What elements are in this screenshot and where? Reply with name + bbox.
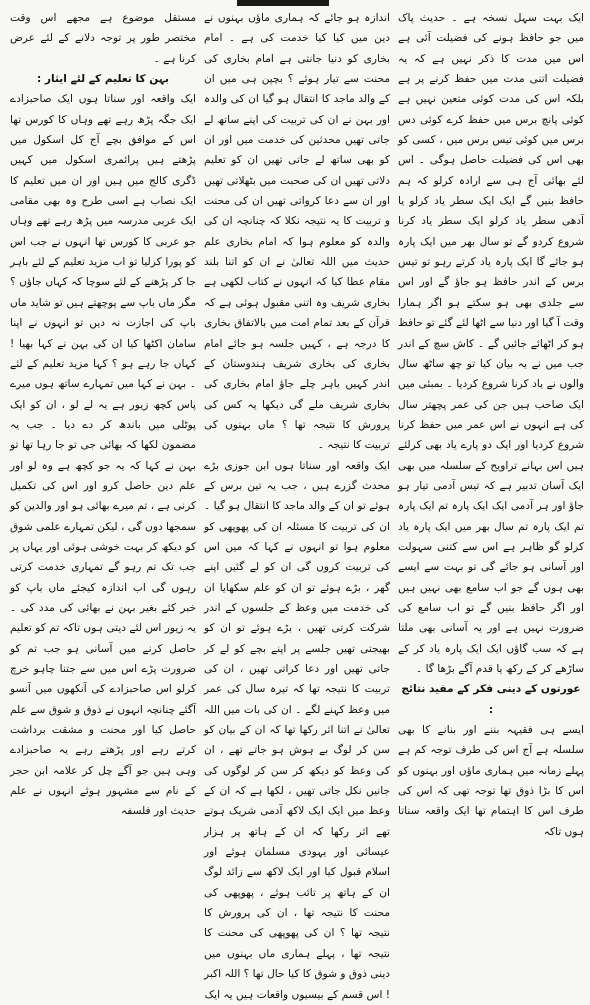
column-middle-paragraph-1: اندازہ ہو جائے کہ ہماری ماؤں بہنوں نے دین میں کیا کیا خدمت کی ہے ۔ امام بخاری کو دنیا جانتی ہے امام بخاری کی محنت سے تیار ہوئے ؟ بچپن ہی میں ان کے والد ماجد کا انتقال ہو گیا ان کی والدہ اور بہن نے ان کی تربیت کی اپنے ساتھ لے جاتی تھیں محدثین کی خدمت میں اور ان کو بھی ساتھ لے جاتی تھیں ان کو تعلیم دلاتی تھیں ان کی صحبت میں بٹھلاتی تھیں اور ان سے دعا کرواتی تھیں ان کی محنت و تربیت کا یہ نتیجہ نکلا کہ چنانچہ ان کی والدہ کو معلوم ہوا کہ امام بخاری علم حدیث میں اللہ تعالیٰ نے ان کو اتنا بلند مقام عطا کیا کہ انہوں نے کتاب لکھی ہے بخاری شریف وہ اتنی مقبول ہوئی ہے کہ قرآن کے بعد تمام امت میں بالاتفاق بخاری کا درجہ ہے ، کہیں جلسہ ہو جائے امام بخاری کی بخاری شریف ہندوستان کے اندر کہیں باہر چلے جاؤ امام بخاری کی بخاری شریف ملے گی دیکھا یہ کس کی پرورش کا نتیجہ تھا ؟ ماں بہنوں کی تربیت کا نتیجہ ۔ xyxy=(204,12,390,452)
column-left-paragraph-1: مستقل موضوع ہے مجھے اس وقت مختصر طور پر توجہ دلانے کے لئے عرض کرنا ہے ۔ xyxy=(10,12,196,65)
section-heading-women-religious-concern: عورتوں کے دینی فکر کے مفید نتائج : xyxy=(401,683,581,716)
column-right-paragraph-2: ایسے ہی فقیہہ بننے اور بنانے کا بھی سلسلہ ہے آج اس کی طرف توجہ کم ہے پہلے زمانہ میں ہماری ماؤں اور بہنوں کو اس کا بڑا ذوق تھا توجہ تھی کہ اس کی طرف اس کا اہتمام تھا ایک واقعہ سناتا ہوں تاکہ xyxy=(398,724,584,838)
column-left xyxy=(10,8,196,818)
column-middle-paragraph-2: ایک واقعہ اور سناتا ہوں ابن جوزی بڑے محدث گزرے ہیں ، جب یہ تین برس کے ہوئے تو ان کے والد ماجد کا انتقال ہو گیا ۔ ان کی تربیت کا مسئلہ ان کی پھوپھی کو معلوم ہوا تو انہوں نے کہا کہ میں اس کی تربیت کروں گی ان کو لے گئیں اپنے گھر ، بڑے ہوئے تو ان کو علم سکھایا ان کی خدمت میں وعظ کے جلسوں کے اندر شرکت کرتی تھیں ، بڑے ہوئے تو ان کو بھیجتی تھیں جلسے پر اپنے بچے کو لے کر جاتی تھیں اور دعا کراتی تھیں ، ان کی تربیت کا نتیجہ تھا کہ تیرہ سال کی عمر میں وعظ کہنے لگے ۔ ان کی بات میں اللہ تعالیٰ نے اتنا اثر رکھا تھا کہ ان کے بیان کو سن کر لوگ بے ہوش ہو جاتے تھے ، ان کی وعظ کو دیکھ کر سن کر لوگوں کی جانیں نکل جاتی تھیں ، لکھا ہے کہ ان کے وعظ میں ایک ایک لاکھ آدمی شریک ہوتے تھے اثر رکھا کہ ان کے ہاتھ پر ہزار عیسائی اور یہودی مسلمان ہوئے اور اسلام قبول کیا اور ایک لاکھ سے زائد لوگ ان کے ہاتھ پر تائب ہوئے ، پھوپھی کی محنت کا نتیجہ تھا ، ان کی پرورش کا نتیجہ تھا ؟ ان کی پھوپھی کی محنت کا نتیجہ تھا ، پہلے ہماری ماں بہنوں میں دینی ذوق و شوق کا کیا حال تھا ؟ اللہ اکبر ! اس قسم کے بیسیوں واقعات ہیں یہ ایک xyxy=(204,459,390,1001)
column-middle xyxy=(204,8,390,1001)
document-page xyxy=(6,8,584,1001)
top-edge-bar xyxy=(237,0,329,6)
column-right-paragraph-1: ایک بہت سہل نسخہ ہے ۔ حدیث پاک میں جو حافظ ہونے کی فضیلت آئی ہے اس میں مدت کا ذکر نہیں ہے کہ یہ فضیلت اتنی مدت میں حفظ کرنے پر ہے بلکہ اس کی مدت کوئی متعین نہیں ہے کوئی پانچ برس میں حفظ کرے کوئی دس برس میں کوئی تیس برس میں ، کسی کو بھی اس کی فضیلت حاصل ہوگی ۔ اس لئے بھائی آج ہی سے ارادہ کرلو کہ ہم حافظ بنیں گے ایک ایک سطر یاد کرلو یا آدھی سطر یاد کرلو ایک سطر یاد کرنا شروع کردو گے تو سال بھر میں ایک پارہ ہو جائے گا ایک پارہ یاد کرتے رہو تو تیس برس کے اندر حافظ ہو جاؤ گے اور اس سے جلدی بھی ہو سکتے ہو اگر ہمارا وقت آ گیا اور دنیا سے اٹھا لئے گئے تو حافظ ہو کر اٹھائے جائیں گے ۔ کاش سچ کے اندر جب میں نے یہ بیان کیا تو چھ ساٹھ سال والوں نے یاد کرنا شروع کردیا ۔ بمبئی میں ایک صاحب ہیں جن کی عمر پچھتر سال کی ہے انہوں نے اس عمر میں حفظ کرنا شروع کردیا اور ایک دو پارے یاد بھی کرلئے ہیں اس بہانے تراویح کے سلسلہ میں بھی ایک آسان تدبیر ہے کہ تیس آدمی تیار ہو جاؤ اور ہر آدمی ایک ایک پارہ تم ایک پارہ تم ایک پارہ تم سال بھر میں ایک پارہ یاد کرلو گو ظاہر ہے اس سے کتنی سہولت اور آسانی ہو جائے گی تو بہت سے ایسے بھی ہوں گے جو اب سامع بھی نہیں ہیں اور اگر حافظ بنیں گے تو اب سامع کی ضرورت نہیں ہے اور یہ آسانی بھی ملتا ہے کہ سب گاؤں ایک ایک پارہ یاد کر کے ساڑھے کر کے رکھ یا قدم آگے بڑھا گا ۔ xyxy=(398,12,584,675)
section-heading-sister-sacrifice: بہن کا تعلیم کے لئے ایثار : xyxy=(36,73,170,86)
column-left-paragraph-2: ایک واقعہ اور سناتا ہوں ایک صاحبزادے ایک جگہ پڑھ رہے تھے وہاں کا کورس تھا اس کے موافق بچے آج کل اسکول میں پڑھتے ہیں پرائمری اسکول میں کہیں ڈگری کالج میں ہیں اور ان میں تعلیم کا ایک نصاب ہے اسی طرح وہ بھی مقامی ایک عربی مدرسہ میں پڑھ رہے تھے وہاں جو عربی کا کورس تھا انہوں نے جب اس کو پورا کرلیا تو اب مزید تعلیم کے لئے باہر جا کر پڑھنے کے لئے سوچا کہ کہاں جاؤں ؟ مگر ماں باپ سے پوچھتے ہیں تو شاید ماں باپ کی اجازت نہ دیں تو انہوں نے اپنا سامان اکٹھا کیا ان کی بہن نے کہا بھیا ! کہاں جا رہے ہو ؟ کہا مزید تعلیم کے لئے ۔ بہن نے کہا میں تمہارے ساتھ ہوں میرے پاس کچھ زیور ہے یہ لے لو ، ان کو ایک پوٹلی میں باندھ کر دے دیا ۔ جب یہ مضمون لکھا کہ بھائی جی تو جا رہا تھا تو بہن نے کہا کہ یہ جو کچھ ہے وہ لو اور علم دین حاصل کرو اور اس کی تکمیل کرنی ہے ، تم میرے بھائی ہو اور والدین کو سمجھا دوں گی ، لیکن تمہارے علمی شوق کو دیکھ کر بہت خوشی ہوئی اور یہاں پر جب تک تم رہو گے تمہاری خدمت کرتی رہوں گی اب اندازہ کیجئے ماں باپ کو خبر کئے بغیر بہن نے بھائی کی مدد کی ۔ یہ زیور اس لئے دیتی ہوں تاکہ تم کو تعلیم حاصل کرنے میں آسانی ہو جب تم کو ضرورت پڑے اس میں سے جتنا چاہو خرچ کرلو اس صاحبزادے کی آنکھوں میں آنسو آگئے چنانچہ انہوں نے ذوق و شوق سے علم حاصل کیا اور محنت و مشقت برداشت کرتے رہے اور پڑھتے رہے یہ صاحبزادے وہی ہیں جو آگے چل کر علامہ ابن حجر کے نام سے مشہور ہوئے انہوں نے علم حدیث اور فلسفہ xyxy=(10,93,196,818)
column-right xyxy=(398,8,584,838)
